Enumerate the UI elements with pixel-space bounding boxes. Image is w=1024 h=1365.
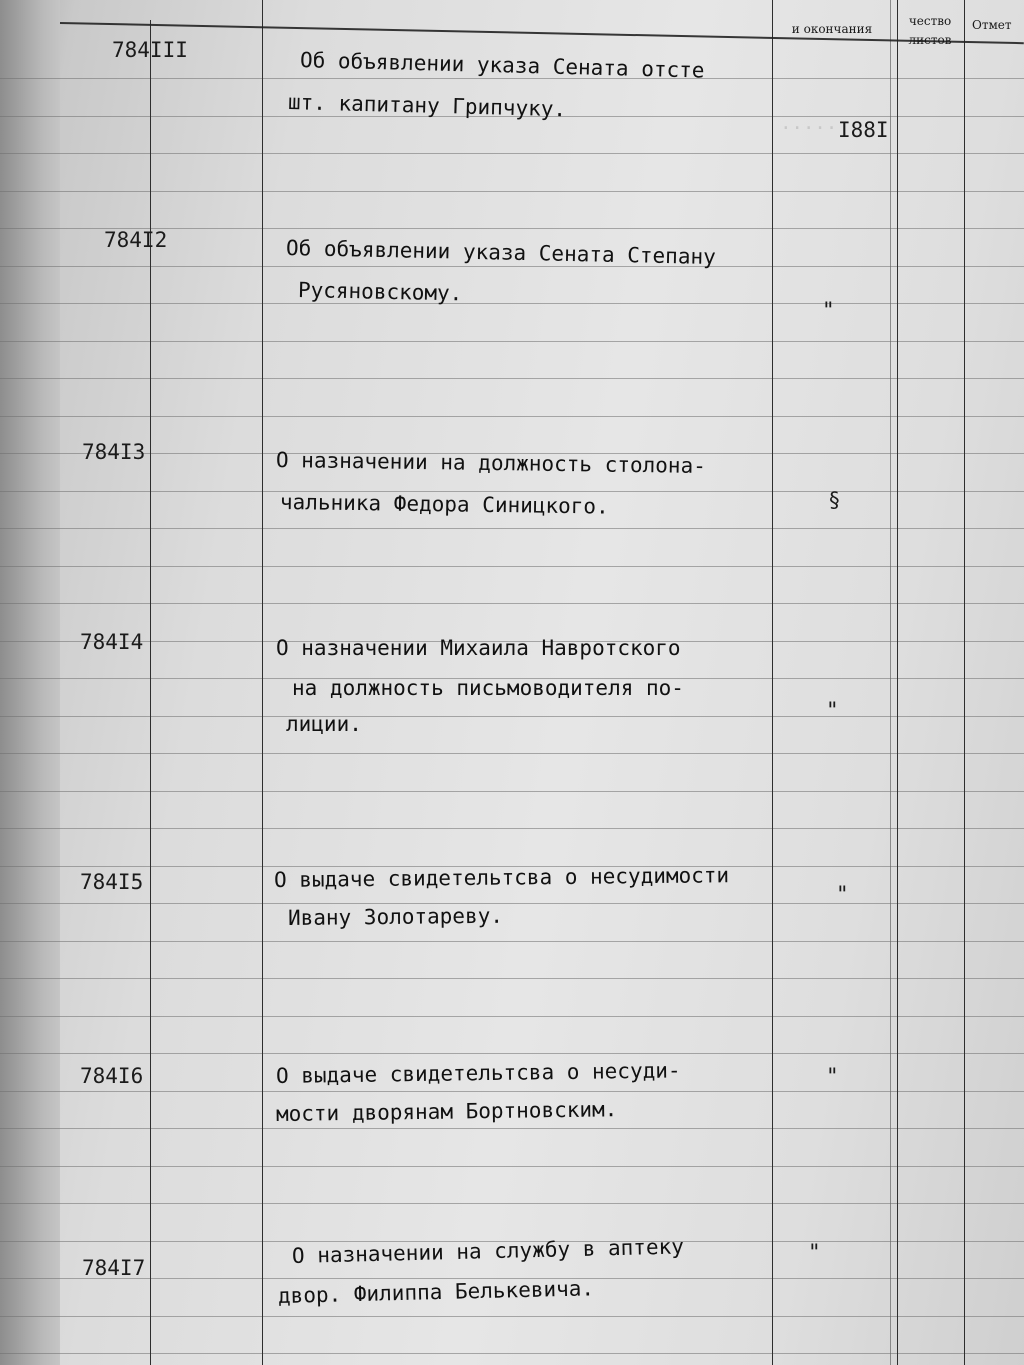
- ledger-rule: [0, 416, 1024, 417]
- entry-line: Об объявлении указа Сената отсте: [299, 48, 705, 83]
- bleed-through-text: .....: [780, 112, 838, 134]
- entry-year: I88I: [838, 118, 889, 142]
- ledger-rule: [0, 1166, 1024, 1167]
- entry-line: чальника Федора Синицкого.: [279, 490, 609, 519]
- column-rule: [150, 20, 151, 1365]
- entry-line: О выдаче свидетельтсва о несуди-: [275, 1058, 681, 1088]
- entry-ditto: ": [836, 882, 849, 906]
- header-notes: Отмет: [972, 18, 1012, 32]
- ledger-rule: [0, 828, 1024, 829]
- entry-number: 784I3: [82, 440, 146, 464]
- entry-line: лиции.: [286, 712, 362, 736]
- ledger-rule: [0, 341, 1024, 342]
- entry-line: шт. капитану Грипчуку.: [287, 90, 567, 122]
- ledger-rule: [0, 1316, 1024, 1317]
- entry-ditto: §: [828, 488, 841, 512]
- entry-line: О назначении на службу в аптеку: [291, 1234, 685, 1268]
- column-rule: [772, 0, 773, 1365]
- column-rule: [262, 0, 263, 1365]
- column-rule: [897, 0, 898, 1365]
- ledger-rule: [0, 941, 1024, 942]
- entry-number: 784I4: [80, 630, 144, 654]
- entry-line: мости дворянам Бортновским.: [275, 1097, 618, 1126]
- header-pages-line1: чество: [908, 14, 952, 28]
- ledger-rule: [0, 378, 1024, 379]
- entry-line: Русяновскому.: [297, 278, 463, 306]
- ledger-rule: [0, 1016, 1024, 1017]
- entry-ditto: ": [822, 298, 835, 322]
- entry-line: О назначении Михаила Навротского: [276, 636, 681, 660]
- header-dates: и окончания: [791, 22, 873, 36]
- ledger-rule: [0, 716, 1024, 717]
- ledger-rule: [0, 191, 1024, 192]
- book-binding: [0, 0, 60, 1365]
- entry-line: О выдаче свидетельтсва о несудимости: [273, 863, 730, 892]
- entry-ditto: ": [826, 698, 839, 722]
- ledger-rule: [0, 1203, 1024, 1204]
- entry-number: 784I7: [82, 1256, 146, 1280]
- ledger-rule: [0, 791, 1024, 792]
- ledger-rule: [0, 153, 1024, 154]
- header-pages: [898, 12, 962, 50]
- ledger-rule: [0, 528, 1024, 529]
- entry-line: на должность письмоводителя по-: [292, 676, 684, 700]
- column-rule: [964, 0, 965, 1365]
- entry-line: Ивану Золотареву.: [287, 903, 504, 930]
- header-pages-line2: листов: [908, 33, 952, 47]
- entry-number: 784III: [112, 38, 188, 62]
- ledger-rule: [0, 903, 1024, 904]
- column-rule: [890, 0, 891, 1365]
- entry-number: 784I6: [80, 1064, 144, 1088]
- entry-ditto: ": [808, 1240, 821, 1264]
- entry-number: 784I2: [104, 228, 168, 252]
- ledger-rule: [0, 603, 1024, 604]
- entry-ditto: ": [826, 1064, 839, 1088]
- entry-number: 784I5: [80, 870, 144, 894]
- entry-line: двор. Филиппа Белькевича.: [277, 1276, 595, 1308]
- entry-line: О назначении на должность столона-: [275, 448, 707, 479]
- ledger-rule: [0, 303, 1024, 304]
- ledger-rule: [0, 753, 1024, 754]
- ledger-rule: [0, 978, 1024, 979]
- ledger-rule: [0, 566, 1024, 567]
- ledger-rule: [0, 1353, 1024, 1354]
- entry-line: Об объявлении указа Сената Степану: [285, 236, 717, 269]
